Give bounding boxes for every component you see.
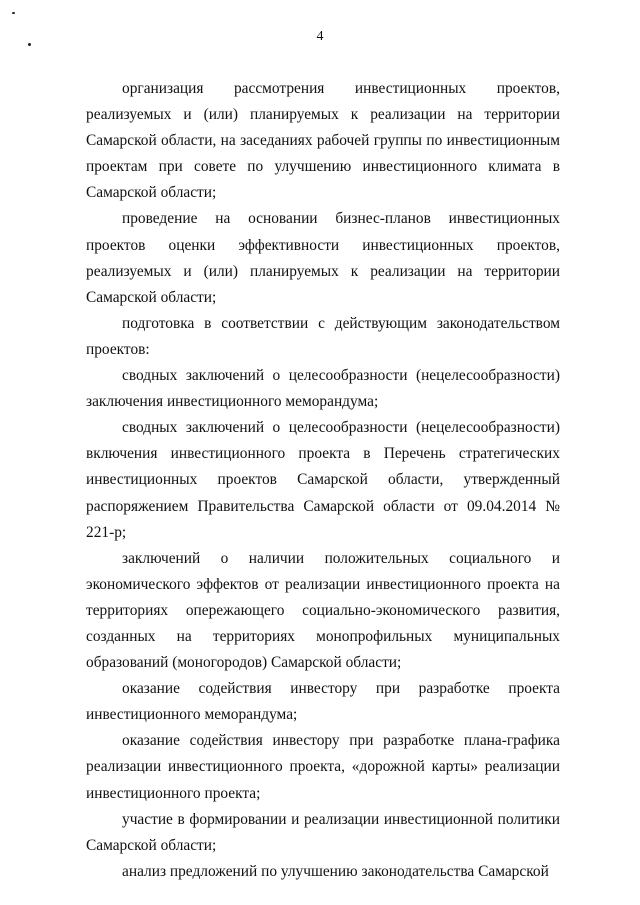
page-number: 4 (316, 29, 324, 44)
document-body (86, 76, 560, 885)
paragraph: заключений о наличии положительных социального и экономического эффектов от реализации инвестиционного проекта на территориях опережающего социально-экономического развития, созданных на территориях монопрофильных муниципальных образований (моногородов) Самарской области; (86, 549, 560, 672)
paragraph: организация рассмотрения инвестиционных проектов, реализуемых и (или) планируемых к реализации на территории Самарской области, на заседаниях рабочей группы по инвестиционным проектам при совете по улучшению инвестиционного климата в Самарской области; (86, 80, 560, 202)
paragraph: сводных заключений о целесообразности (нецелесообразности) заключения инвестиционного меморандума; (86, 367, 560, 411)
paragraph: оказание содействия инвестору при разработке проекта инвестиционного меморандума; (86, 680, 560, 724)
paragraph: анализ предложений по улучшению законодательства Самарской (122, 862, 549, 880)
paragraph: сводных заключений о целесообразности (нецелесообразности) включения инвестиционного проекта в Перечень стратегических инвестиционных проектов Самарской области, утвержденный распоряжением Правительства Самарской области от 09.04.2014 № 221-р; (86, 419, 560, 541)
paragraph: участие в формировании и реализации инвестиционной политики Самарской области; (86, 810, 560, 854)
scan-speck (12, 12, 15, 14)
paragraph: подготовка в соответствии с действующим законодательством проектов: (86, 314, 560, 358)
paragraph: проведение на основании бизнес-планов инвестиционных проектов оценки эффективности инвестиционных проектов, реализуемых и (или) планируемых к реализации на территории Самарской области; (86, 210, 560, 306)
paragraph: оказание содействия инвестору при разработке плана-графика реализации инвестиционного проекта, «дорожной карты» реализации инвестиционного проекта; (86, 732, 560, 802)
